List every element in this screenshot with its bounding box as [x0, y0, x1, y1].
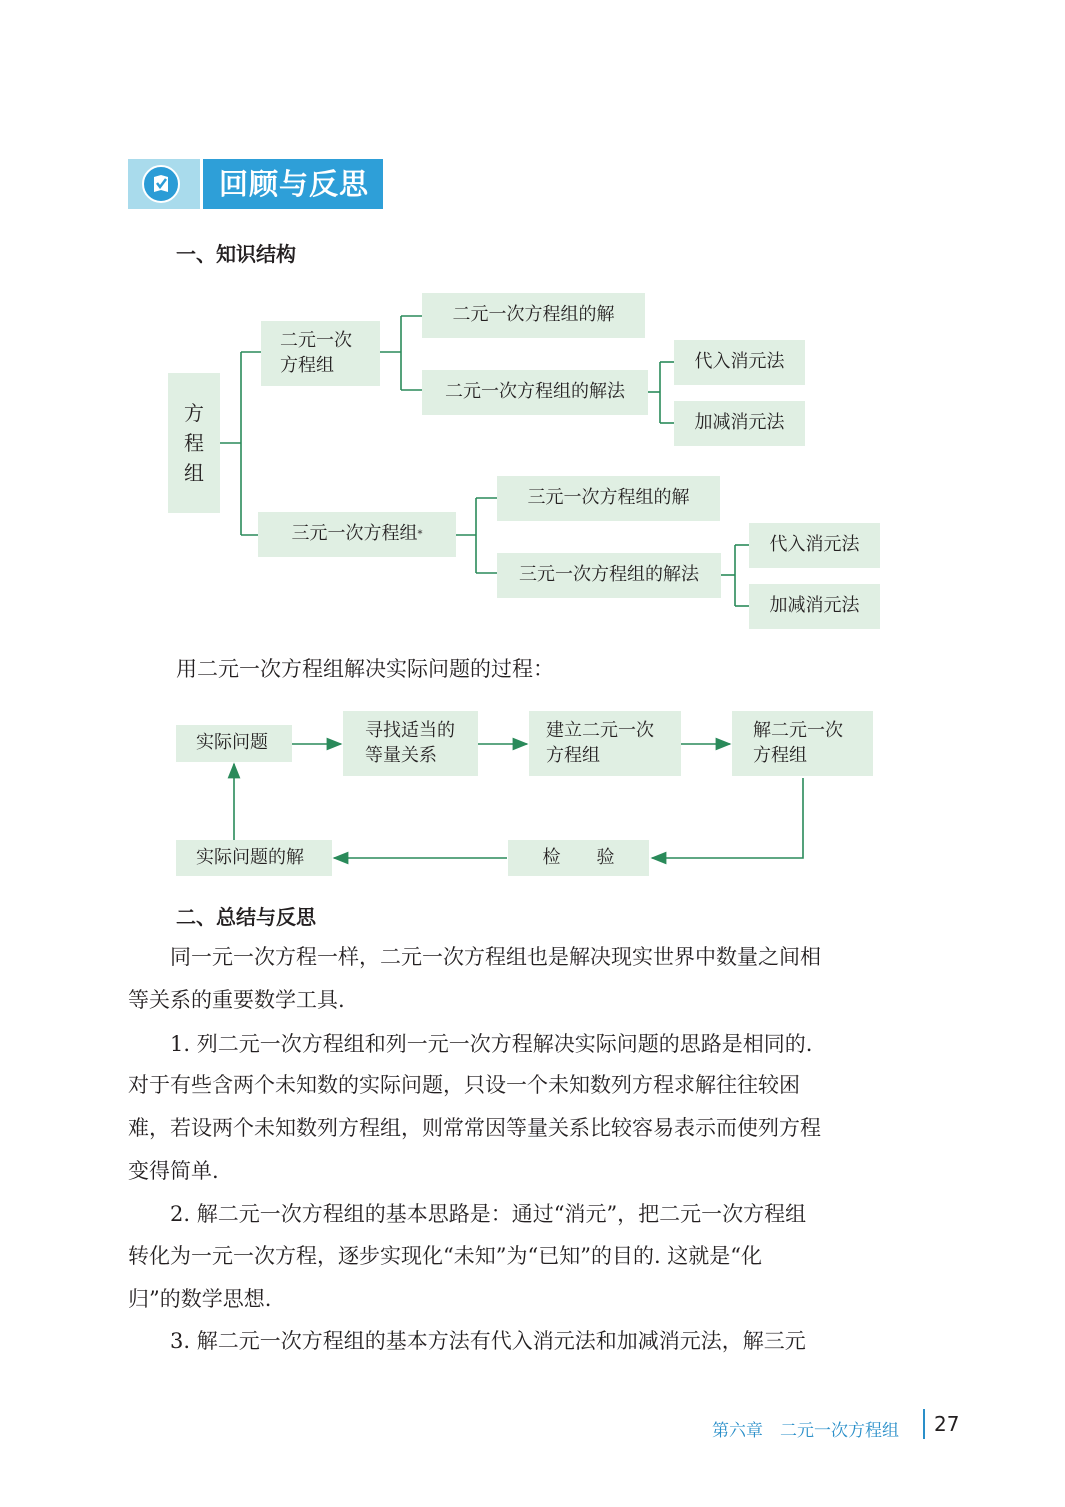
para-line: 归”的数学思想.: [128, 1287, 272, 1311]
knowledge-structure-heading: 一、知识结构: [176, 242, 296, 266]
section-title: 回顾与反思: [203, 159, 383, 209]
find-equality-line1: 寻找适当的: [365, 720, 455, 742]
find-equality-box: [343, 711, 478, 776]
binary-addition-box: 加减消元法: [674, 401, 805, 446]
process-intro: 用二元一次方程组解决实际问题的过程：: [176, 657, 554, 681]
binary-substitution-box: 代入消元法: [674, 340, 805, 385]
para-line: 变得简单.: [128, 1159, 219, 1183]
ternary-method-box: 三元一次方程组的解法: [497, 553, 721, 598]
para-line: 对于有些含两个未知数的实际问题，只设一个未知数列方程求解往往较困: [128, 1073, 800, 1097]
root-char-1: 方: [184, 401, 204, 425]
ternary-solution-box: 三元一次方程组的解: [497, 476, 720, 521]
footer-divider: [923, 1409, 925, 1439]
find-equality-line2: 等量关系: [365, 744, 437, 766]
solve-system-box: [732, 711, 873, 776]
build-system-box: [529, 711, 681, 776]
build-system-line2: 方程组: [546, 744, 600, 766]
root-system-box: [168, 373, 220, 513]
ternary-substitution-box: 代入消元法: [749, 523, 880, 568]
chapter-footer: 第六章 二元一次方程组: [712, 1421, 899, 1441]
binary-solution-box: 二元一次方程组的解: [422, 293, 645, 338]
ternary-system-label: 三元一次方程组: [291, 523, 418, 545]
para-line: 3. 解二元一次方程组的基本方法有代入消元法和加减消元法，解三元: [128, 1329, 806, 1353]
binary-system-line2: 方程组: [280, 354, 334, 376]
optional-mark: *: [417, 528, 423, 540]
problem-answer-box: 实际问题的解: [176, 840, 332, 876]
solve-system-line2: 方程组: [753, 744, 807, 766]
binary-method-box: 二元一次方程组的解法: [422, 370, 648, 415]
check-box: 检 验: [508, 840, 649, 876]
build-system-line1: 建立二元一次: [546, 720, 654, 742]
summary-heading: 二、总结与反思: [176, 905, 316, 929]
para-line: 难，若设两个未知数列方程组，则常常因等量关系比较容易表示而使列方程: [128, 1116, 821, 1140]
ternary-system-box: [258, 512, 456, 557]
para-line: 等关系的重要数学工具.: [128, 988, 345, 1012]
para-line: 2. 解二元一次方程组的基本思路是：通过“消元”，把二元一次方程组: [128, 1202, 807, 1226]
root-char-2: 程: [184, 431, 204, 455]
binary-system-box: [261, 321, 380, 386]
para-line: 1. 列二元一次方程组和列一元一次方程解决实际问题的思路是相同的.: [128, 1032, 813, 1056]
solve-system-line1: 解二元一次: [753, 720, 843, 742]
binary-system-line1: 二元一次: [280, 330, 352, 352]
para-line: 转化为一元一次方程，逐步实现化“未知”为“已知”的目的. 这就是“化: [128, 1244, 763, 1268]
para-line: 同一元一次方程一样，二元一次方程组也是解决现实世界中数量之间相: [128, 945, 821, 969]
real-problem-box: 实际问题: [176, 725, 292, 762]
root-char-3: 组: [184, 461, 204, 485]
page-number: 27: [934, 1412, 960, 1436]
ternary-addition-box: 加减消元法: [749, 584, 880, 629]
